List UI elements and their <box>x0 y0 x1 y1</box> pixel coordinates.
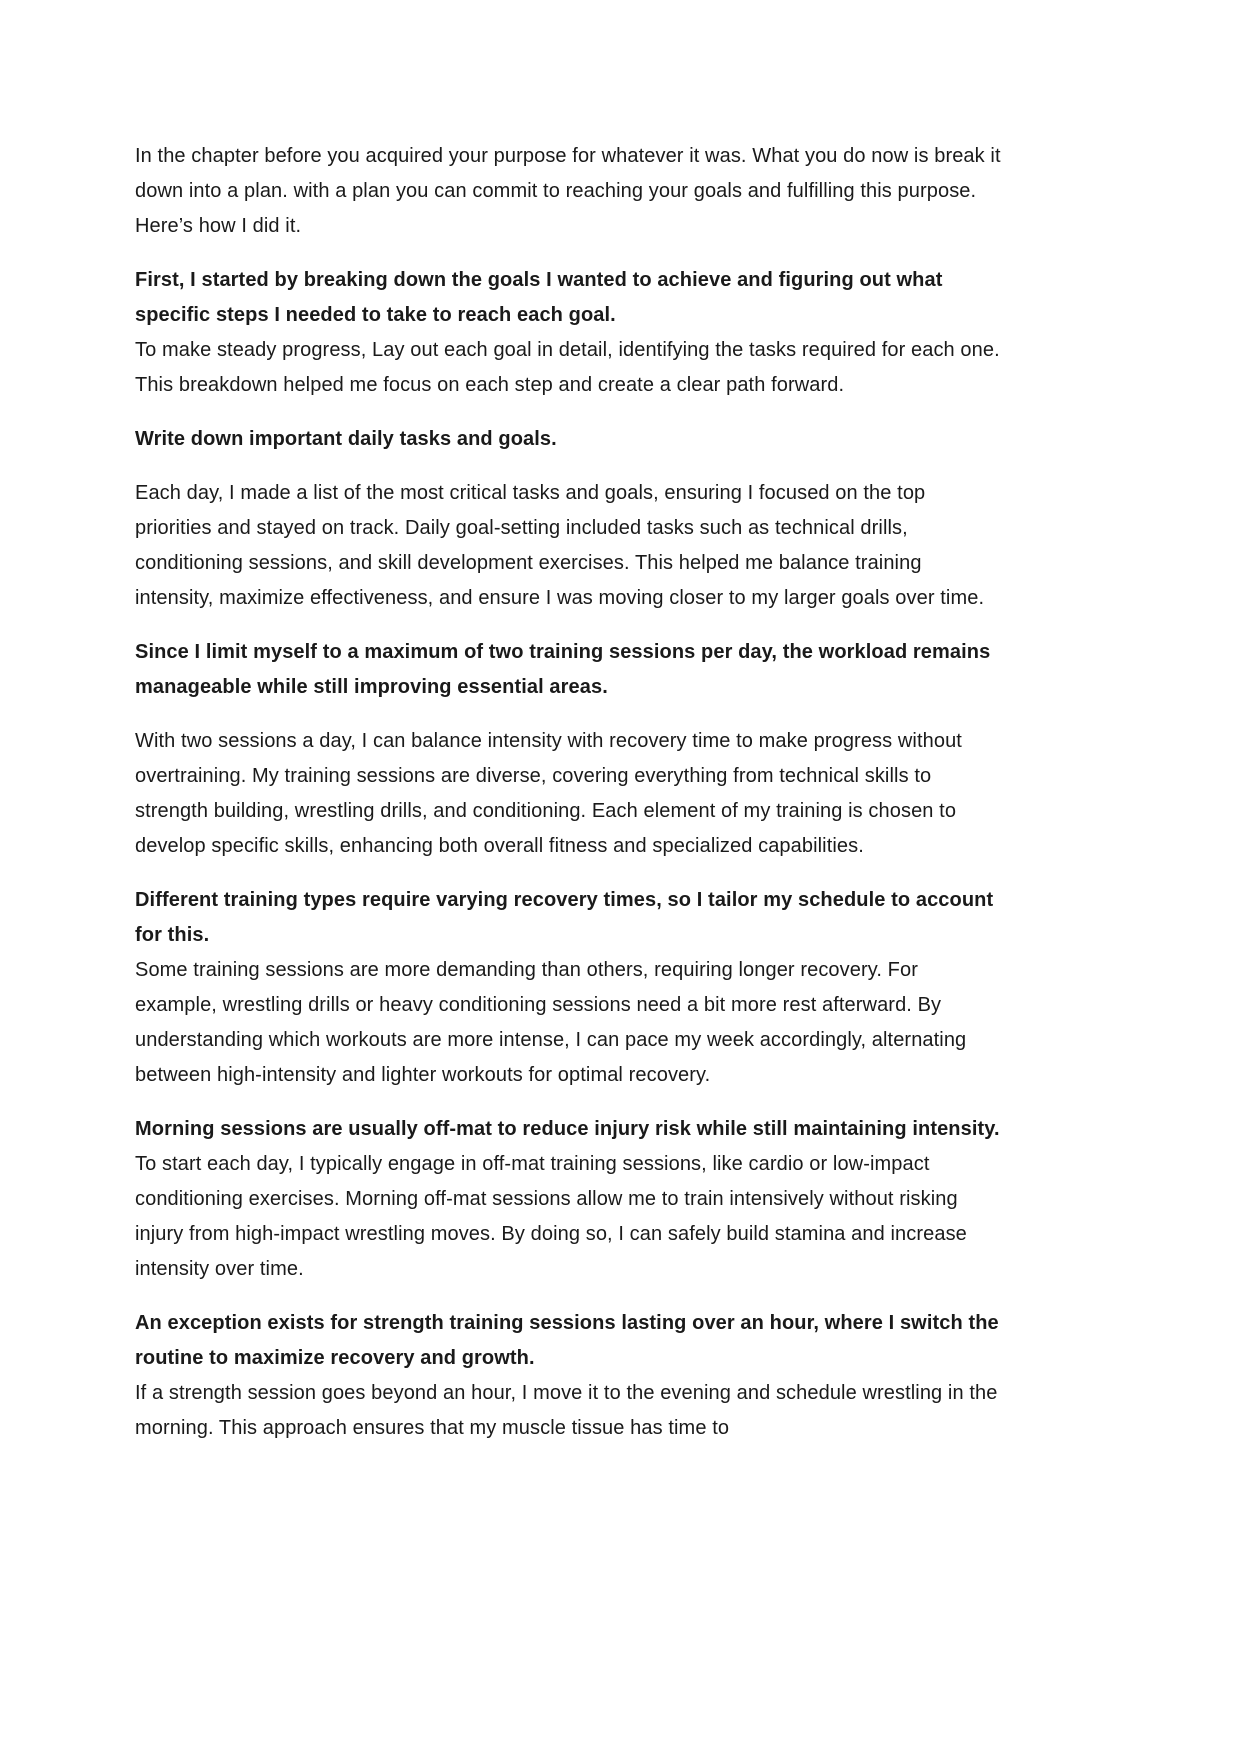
paragraph: Each day, I made a list of the most critical tasks and goals, ensuring I focused on the top priorities and stayed on track. Daily goal-setting included tasks such as technical drills, conditioning sessions, and skill development exercises. This helped me balance training intensity, maximize effectiveness, and ensure I was moving closer to my larger goals over time. <box>135 482 985 609</box>
section-heading: An exception exists for strength training sessions lasting over an hour, where I switch the routine to maximize recovery and growth. <box>135 1312 999 1369</box>
section-heading: Morning sessions are usually off-mat to reduce injury risk while still maintaining intensity. <box>135 1118 1000 1140</box>
section <box>135 263 1001 403</box>
section <box>135 1306 1001 1446</box>
paragraph: In the chapter before you acquired your purpose for whatever it was. What you do now is break it down into a plan. with a plan you can commit to reaching your goals and fulfilling this purpose. Here’s how I did it. <box>135 145 1001 237</box>
section-heading: Write down important daily tasks and goals. <box>135 428 557 450</box>
section-body: To start each day, I typically engage in off-mat training sessions, like cardio or low-impact conditioning exercises. Morning off-mat sessions allow me to train intensively without risking injury from high-impact wrestling moves. By doing so, I can safely build stamina and increase intensity over time. <box>135 1153 967 1280</box>
section-body: Some training sessions are more demanding than others, requiring longer recovery. For example, wrestling drills or heavy conditioning sessions need a bit more rest afterward. By understanding which workouts are more intense, I can pace my week accordingly, alternating between high-intensity and lighter workouts for optimal recovery. <box>135 959 967 1086</box>
paragraph: With two sessions a day, I can balance intensity with recovery time to make progress without overtraining. My training sessions are diverse, covering everything from technical skills to strength building, wrestling drills, and conditioning. Each element of my training is chosen to develop specific skills, enhancing both overall fitness and specialized capabilities. <box>135 730 962 857</box>
section-body: To make steady progress, Lay out each goal in detail, identifying the tasks required for each one. This breakdown helped me focus on each step and create a clear path forward. <box>135 339 1000 396</box>
section <box>135 1112 1001 1287</box>
document-body <box>135 139 1001 1446</box>
section-body: If a strength session goes beyond an hour, I move it to the evening and schedule wrestling in the morning. This approach ensures that my muscle tissue has time to <box>135 1382 998 1439</box>
section <box>135 883 1001 1093</box>
section-heading: Since I limit myself to a maximum of two training sessions per day, the workload remains manageable while still improving essential areas. <box>135 641 991 698</box>
section-heading: Different training types require varying recovery times, so I tailor my schedule to account for this. <box>135 889 994 946</box>
section-heading: First, I started by breaking down the goals I wanted to achieve and figuring out what specific steps I needed to take to reach each goal. <box>135 269 943 326</box>
